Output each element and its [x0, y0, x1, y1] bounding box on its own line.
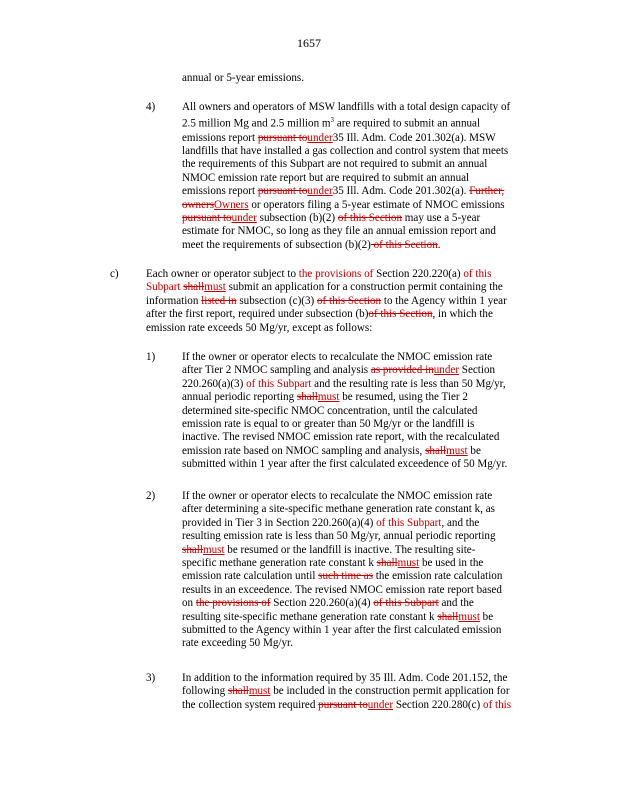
deleted-text: pursuant to: [182, 211, 232, 224]
text-line: Subpart shallmust submit an application for a construction permit containing the: [146, 281, 503, 294]
inserted-text: must: [202, 543, 225, 556]
text-line: ownersOwners or operators filing a 5-year estimate of NMOC emissions: [182, 198, 505, 211]
text-line: inactive. The revised NMOC emission rate report, with the recalculated: [182, 431, 500, 444]
deleted-text: such time as: [318, 570, 374, 583]
text-line: on the provisions of Section 220.260(a)(4) of this Subpart and the: [182, 597, 474, 610]
inserted-text: under: [433, 364, 460, 377]
text-line: landfills that have installed a gas collection and control system that meets: [182, 144, 509, 157]
text-line: pursuant tounder subsection (b)(2) of this Section may use a 5-year: [182, 211, 481, 224]
text-line: information listed in subsection (c)(3) of this Section to the Agency within 1 year: [146, 294, 507, 307]
inserted-text: must: [458, 610, 480, 623]
paragraph-c: [146, 268, 507, 335]
inserted-text: must: [204, 281, 226, 294]
item-number-1: 1): [146, 351, 156, 363]
text-line: after the first report, required under subsection (b)of this Section, in which the: [146, 308, 493, 321]
deleted-text: listed in: [201, 294, 237, 307]
inserted-text: under: [307, 185, 333, 198]
text-line: provided in Tier 3 in Section 220.260(a)(4) of this Subpart, and the: [182, 516, 480, 529]
text-line: the requirements of this Subpart are not required to submit an annual: [182, 158, 488, 171]
added-text: the provisions of: [298, 268, 374, 280]
text-line: after determining a site-specific methane generation rate constant k, as: [182, 503, 495, 516]
inserted-text: must: [248, 685, 271, 698]
inserted-text: Owners: [214, 198, 249, 211]
deleted-text: Further,: [469, 185, 505, 198]
text-line: emission rate exceeds 50 Mg/yr, except as follows:: [146, 321, 373, 334]
deleted-text: shall: [296, 391, 318, 404]
page-number: 1657: [297, 36, 321, 50]
added-text: of this Subpart: [376, 516, 442, 529]
text-line: emission rate calculation until such time as the emission rate calculation: [182, 570, 503, 583]
text-line: If the owner or operator elects to recalculate the NMOC emission rate: [182, 490, 493, 502]
inserted-text: under: [231, 211, 257, 224]
added-text: of this: [483, 698, 512, 711]
text-line: 2.5 million Mg and 2.5 million $m^3$ are required to submit an annual: [182, 116, 481, 131]
text-line: estimate for NMOC, so long as they file an annual emission report and: [182, 225, 496, 238]
text-line: submitted within 1 year after the first calculated exceedence of 50 Mg/yr.: [182, 458, 508, 471]
deleted-text: shall: [227, 685, 249, 698]
inserted-text: must: [317, 391, 340, 404]
text-line: following shallmust be included in the construction permit application for: [182, 685, 510, 698]
item-letter-c: c): [110, 268, 119, 280]
text-line: Each owner or operator subject to the provisions of Section 220.220(a) of this: [146, 268, 492, 280]
inserted-text: under: [367, 698, 394, 711]
text-line: results in an exceedence. The revised NMOC emission rate report based: [182, 583, 502, 596]
deleted-text: pursuant to: [257, 131, 308, 144]
text-line: emission rate based on NMOC sampling and analysis, shallmust be: [182, 444, 481, 457]
deleted-text: owners: [182, 198, 215, 211]
text-line: annual periodic reporting shallmust be resumed, using the Tier 2: [182, 391, 468, 404]
deleted-text: pursuant to: [257, 185, 308, 198]
inserted-text: must: [446, 444, 468, 457]
added-text: of this Subpart: [246, 377, 312, 390]
text-line: emissions report pursuant tounder35 Ill. Adm. Code 201.302(a). MSW: [182, 131, 496, 144]
text-line: All owners and operators of MSW landfills with a total design capacity of: [182, 101, 511, 113]
paragraph-c-3: [182, 672, 511, 712]
item-number-2: 2): [146, 490, 156, 502]
deleted-text: of this Section: [370, 238, 438, 251]
text-line: submitted to the Agency within 1 year after the first calculated emission: [182, 624, 502, 637]
deleted-text: shall: [376, 557, 398, 570]
inserted-text: must: [397, 557, 420, 570]
deleted-text: of this Subpart: [373, 597, 439, 610]
text-line: emission rate is equal to or greater than 50 Mg/yr or the landfill is: [182, 418, 475, 431]
deleted-text: shall: [182, 543, 203, 556]
paragraph-c-1: [182, 351, 507, 472]
text-line: specific methane generation rate constant k shallmust be used in the: [182, 557, 484, 570]
deleted-text: as provided in: [370, 364, 434, 377]
item-number-3: 3): [146, 672, 156, 684]
paragraph-c-2: [182, 490, 502, 651]
text-line: NMOC emission rate report but are required to submit an annual: [182, 171, 470, 184]
text-line: meet the requirements of subsection (b)(2) of this Section.: [182, 238, 441, 251]
inserted-text: under: [307, 131, 333, 144]
text-line: resulting site-specific methane generation rate constant k shallmust be: [182, 610, 494, 623]
deleted-text: shall: [425, 444, 447, 457]
deleted-text: pursuant to: [318, 698, 368, 711]
text-line: In addition to the information required by 35 Ill. Adm. Code 201.152, the: [182, 672, 508, 684]
text-line: If the owner or operator elects to recalculate the NMOC emission rate: [182, 351, 493, 363]
deleted-text: shall: [437, 610, 459, 623]
deleted-text: of this Section: [337, 211, 402, 224]
continuation-text: annual or 5-year emissions.: [182, 72, 304, 84]
added-text: Subpart: [146, 281, 181, 294]
paragraph-4: [182, 101, 510, 252]
text-line: the collection system required pursuant tounder Section 220.280(c) of this: [182, 698, 512, 711]
deleted-text: shall: [183, 281, 205, 294]
text-line: determined site-specific NMOC concentration, until the calculated: [182, 404, 478, 417]
text-line: emissions report pursuant tounder35 Ill. Adm. Code 201.302(a). Further,: [182, 185, 505, 198]
text-line: shallmust be resumed or the landfill is inactive. The resulting site-: [182, 543, 476, 556]
text-line: resulting emission rate is less than 50 Mg/yr, annual periodic reporting: [182, 530, 496, 543]
text-line: 220.260(a)(3) of this Subpart and the resulting rate is less than 50 Mg/yr,: [182, 377, 506, 390]
deleted-text: the provisions of: [195, 597, 271, 610]
item-number-4: 4): [146, 101, 156, 113]
text-line: after Tier 2 NMOC sampling and analysis as provided inunder Section: [182, 364, 496, 377]
text-line: rate exceeding 50 Mg/yr.: [182, 637, 293, 650]
deleted-text: of this Section: [317, 294, 382, 307]
deleted-text: of this Section: [368, 308, 433, 321]
added-text: of this: [463, 268, 492, 280]
